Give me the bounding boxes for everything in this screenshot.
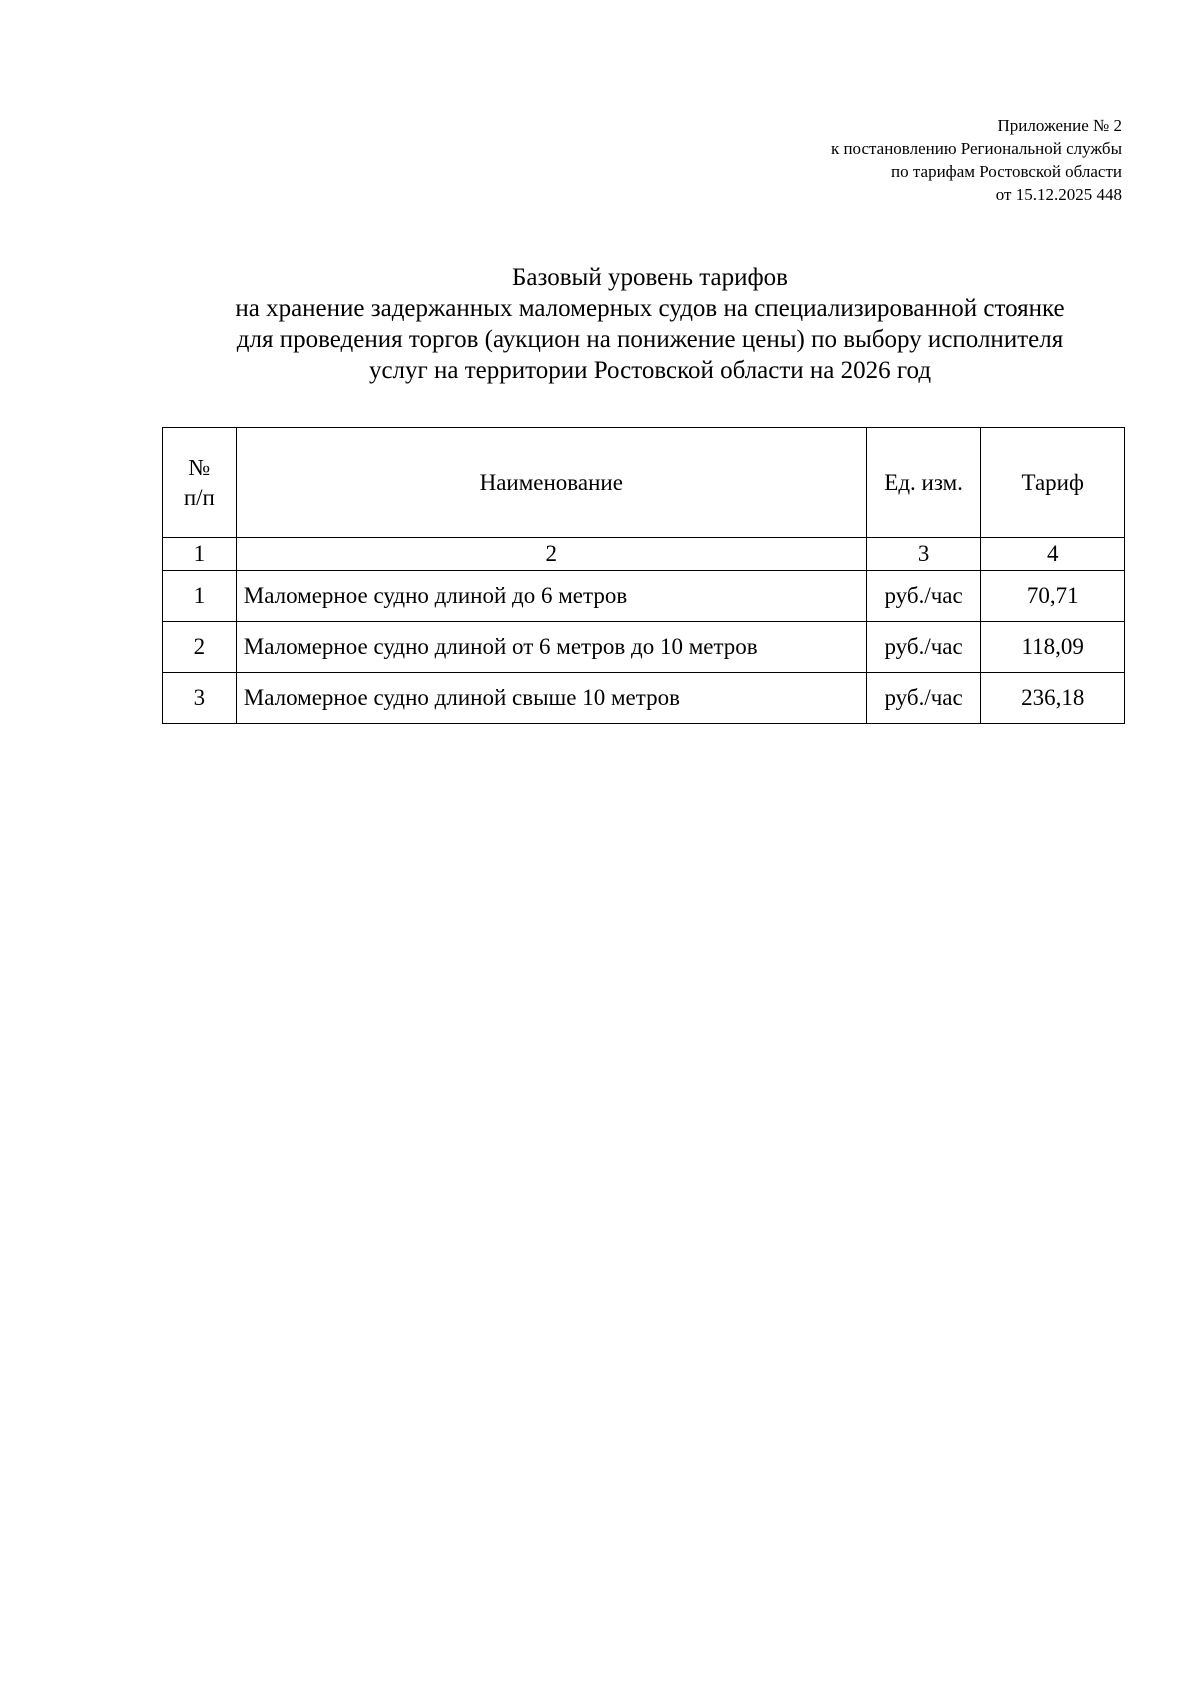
header-number-symbol: № xyxy=(188,454,211,480)
header-number xyxy=(163,428,237,538)
column-index-2: 2 xyxy=(236,538,866,571)
table-row xyxy=(163,571,1125,622)
header-number-label: п/п xyxy=(183,484,215,510)
row-number: 1 xyxy=(163,571,237,622)
appendix-date: от 15.12.2025 448 xyxy=(995,185,1122,204)
title-line-1: Базовый уровень тарифов xyxy=(512,264,788,291)
title-line-2: на хранение задержанных маломерных судов на специализированной стоянке xyxy=(235,295,1065,322)
header-name: Наименование xyxy=(236,428,866,538)
column-index-1: 1 xyxy=(163,538,237,571)
row-unit: руб./час xyxy=(866,622,981,673)
row-rate: 236,18 xyxy=(981,673,1125,724)
appendix-authority: по тарифам Ростовской области xyxy=(891,162,1122,181)
header-unit: Ед. изм. xyxy=(866,428,981,538)
column-index-3: 3 xyxy=(866,538,981,571)
row-name: Маломерное судно длиной от 6 метров до 10 метров xyxy=(236,622,866,673)
title-line-4: услуг на территории Ростовской области на 2026 год xyxy=(368,357,932,384)
header-rate: Тариф xyxy=(981,428,1125,538)
table-row xyxy=(163,673,1125,724)
column-index-row xyxy=(163,538,1125,571)
table-header-row xyxy=(163,428,1125,538)
table-row xyxy=(163,622,1125,673)
appendix-reference: к постановлению Региональной службы xyxy=(830,139,1122,158)
row-unit: руб./час xyxy=(866,571,981,622)
row-unit: руб./час xyxy=(866,673,981,724)
row-number: 2 xyxy=(163,622,237,673)
row-rate: 70,71 xyxy=(981,571,1125,622)
title-line-3: для проведения торгов (аукцион на понижение цены) по выбору исполнителя xyxy=(236,326,1064,353)
document-title xyxy=(130,262,1170,386)
appendix-number: Приложение № 2 xyxy=(997,116,1122,135)
tariff-table xyxy=(162,427,1125,724)
row-rate: 118,09 xyxy=(981,622,1125,673)
column-index-4: 4 xyxy=(981,538,1125,571)
row-name: Маломерное судно длиной свыше 10 метров xyxy=(236,673,866,724)
row-number: 3 xyxy=(163,673,237,724)
row-name: Маломерное судно длиной до 6 метров xyxy=(236,571,866,622)
appendix-header xyxy=(602,114,1122,206)
